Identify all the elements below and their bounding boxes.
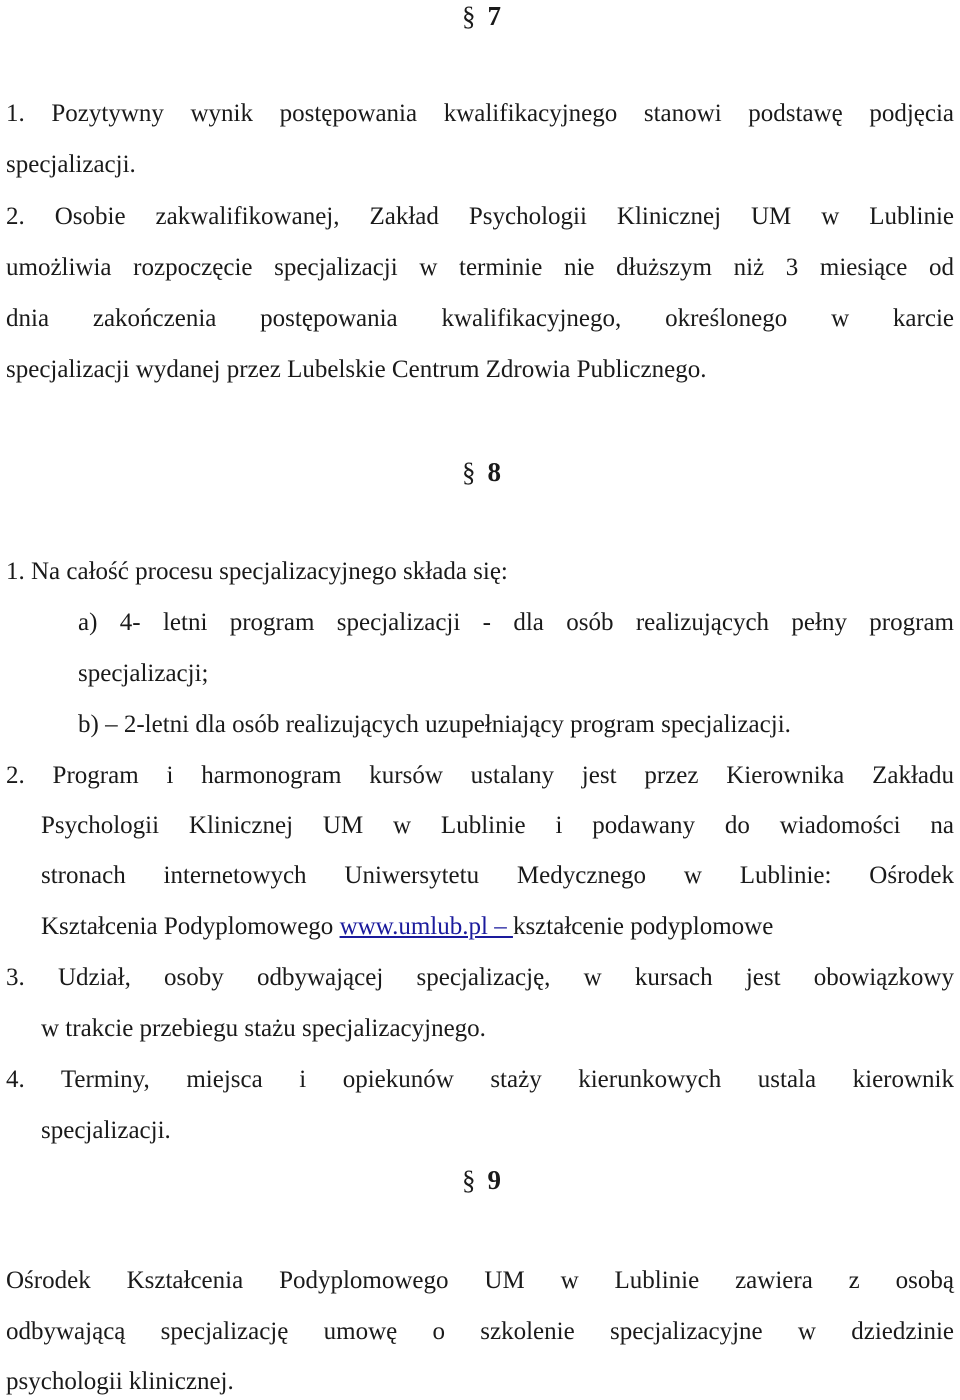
section-number: 9 <box>487 1165 501 1195</box>
s9-line-2: odbywającą specjalizację umowę o szkolenie specjalizacyjne w dziedzinie <box>6 1318 954 1345</box>
section-symbol: § <box>462 457 476 487</box>
s8-item-1a-line-2: specjalizacji; <box>78 660 209 687</box>
s7-line-6: specjalizacji wydanej przez Lubelskie Centrum Zdrowia Publicznego. <box>6 356 707 383</box>
s8-item-2-line-2: Psychologii Klinicznej UM w Lublinie i podawany do wiadomości na <box>41 812 954 839</box>
s8-item-1b: b) – 2-letni dla osób realizujących uzupełniający program specjalizacji. <box>78 711 791 738</box>
s8-item-4-line-2: specjalizacji. <box>41 1117 171 1144</box>
s7-line-1: 1. Pozytywny wynik postępowania kwalifikacyjnego stanowi podstawę podjęcia <box>6 100 954 127</box>
s8-item-3-line-1: 3. Udział, osoby odbywającej specjalizację, w kursach jest obowiązkowy <box>6 964 954 991</box>
section-symbol: § <box>462 1165 476 1195</box>
s8-item-2-line-3: stronach internetowych Uniwersytetu Medycznego w Lublinie: Ośrodek <box>41 862 954 889</box>
s8-item-2-line-4-suffix: kształcenie podyplomowe <box>512 913 774 940</box>
s8-item-1a-line-1: a) 4- letni program specjalizacji - dla osób realizujących pełny program <box>78 609 954 636</box>
s9-line-3: psychologii klinicznej. <box>6 1368 234 1395</box>
s7-line-3: 2. Osobie zakwalifikowanej, Zakład Psychologii Klinicznej UM w Lublinie <box>6 203 954 230</box>
section-symbol: § <box>462 1 476 31</box>
section-number: 8 <box>487 457 501 487</box>
s8-item-4-line-1: 4. Terminy, miejsca i opiekunów staży kierunkowych ustala kierownik <box>6 1066 954 1093</box>
s7-line-5: dnia zakończenia postępowania kwalifikacyjnego, określonego w karcie <box>6 305 954 332</box>
s8-item-3-line-2: w trakcie przebiegu stażu specjalizacyjnego. <box>41 1015 486 1042</box>
section-heading-9 <box>462 1164 501 1196</box>
section-heading-7 <box>462 0 501 32</box>
s8-item-2-line-4-text: Kształcenia Podyplomowego <box>41 913 340 940</box>
s8-item-1: 1. Na całość procesu specjalizacyjnego składa się: <box>6 558 508 585</box>
s8-item-2-line-1: 2. Program i harmonogram kursów ustalany jest przez Kierownika Zakładu <box>6 762 954 789</box>
s9-line-1: Ośrodek Kształcenia Podyplomowego UM w Lublinie zawiera z osobą <box>6 1267 954 1294</box>
s7-line-2: specjalizacji. <box>6 151 136 178</box>
umlub-link[interactable]: www.umlub.pl – <box>339 913 513 940</box>
section-number: 7 <box>487 1 501 31</box>
s8-item-2-line-4 <box>41 911 773 943</box>
section-heading-8 <box>462 456 501 488</box>
s7-line-4: umożliwia rozpoczęcie specjalizacji w terminie nie dłuższym niż 3 miesiące od <box>6 254 954 281</box>
